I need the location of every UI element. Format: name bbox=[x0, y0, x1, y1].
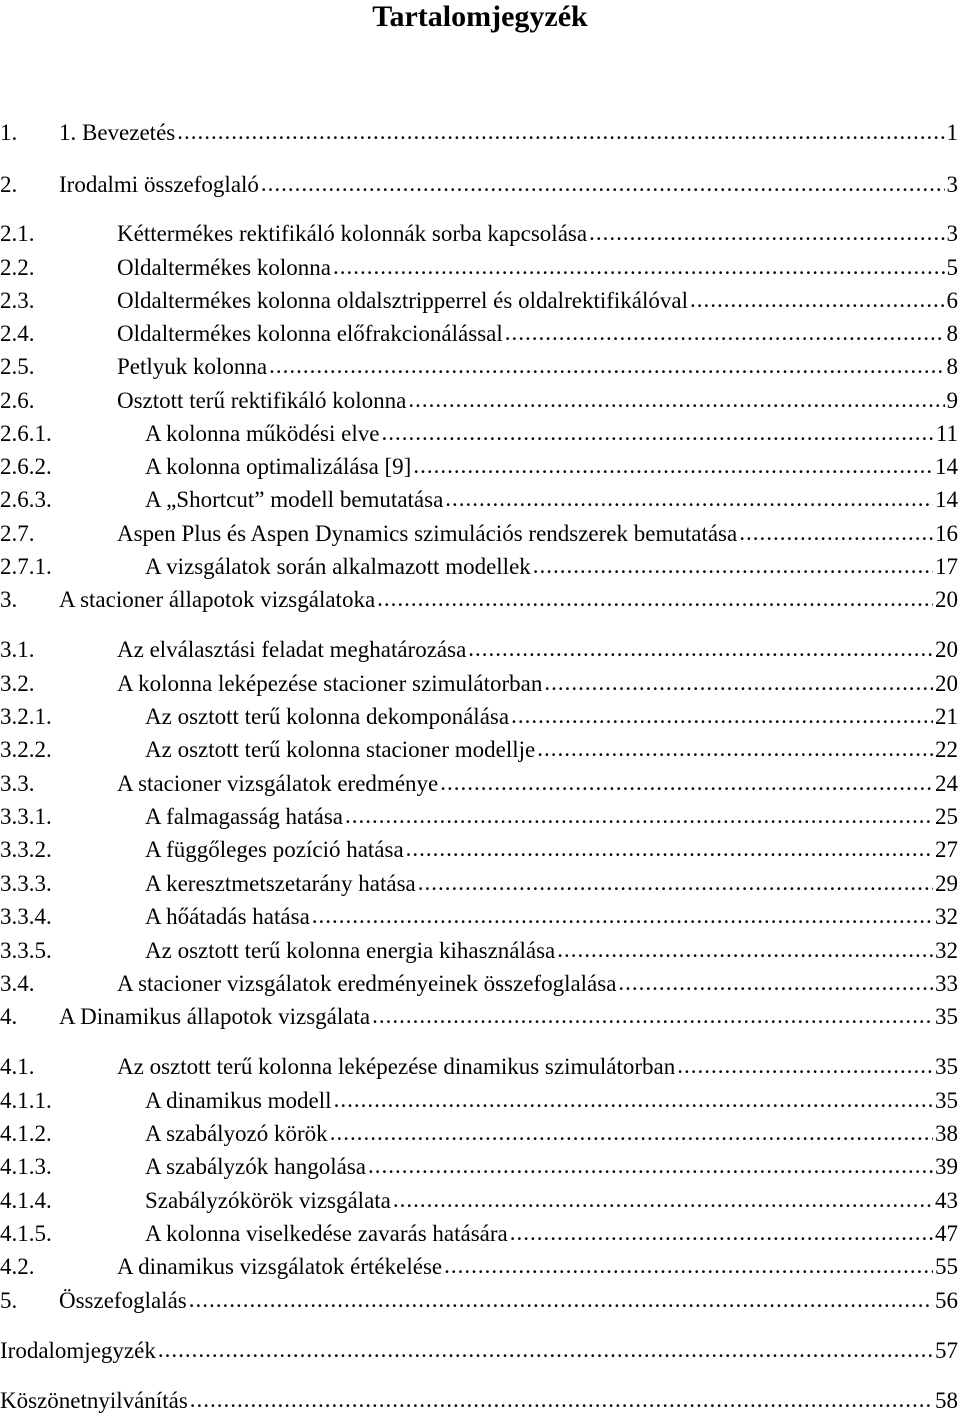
toc-entry[interactable] bbox=[0, 317, 960, 347]
toc-entry[interactable] bbox=[0, 116, 960, 146]
toc-entry[interactable] bbox=[0, 867, 960, 897]
toc-entry-number: 4.2. bbox=[0, 1254, 35, 1279]
toc-entry-number: 2.6. bbox=[0, 388, 35, 413]
toc-entry[interactable] bbox=[0, 483, 960, 513]
toc-dot-leader bbox=[190, 1387, 933, 1413]
toc-entry-page: 6 bbox=[946, 288, 958, 313]
toc-entry[interactable] bbox=[0, 1384, 960, 1414]
toc-dot-leader bbox=[261, 171, 945, 197]
toc-entry-title: A stacioner állapotok vizsgálatoka bbox=[59, 587, 376, 612]
toc-entry-page: 39 bbox=[935, 1154, 958, 1179]
toc-entry-page: 17 bbox=[935, 554, 958, 579]
toc-entry-title: A Dinamikus állapotok vizsgálata bbox=[59, 1004, 371, 1029]
toc-entry-title: Az osztott terű kolonna stacioner modellje bbox=[145, 737, 536, 762]
toc-entry-title: Szabályzókörök vizsgálata bbox=[145, 1188, 391, 1213]
toc-entry-page: 20 bbox=[935, 671, 958, 696]
toc-entry-page: 9 bbox=[946, 388, 958, 413]
toc-entry-page: 22 bbox=[935, 737, 958, 762]
toc-entry[interactable] bbox=[0, 1050, 960, 1080]
toc-entry-title: Oldaltermékes kolonna bbox=[117, 255, 331, 280]
toc-entry-title: Az osztott terű kolonna dekomponálása bbox=[145, 704, 510, 729]
toc-dot-leader bbox=[589, 220, 944, 246]
toc-entry-number: 3. bbox=[0, 587, 18, 612]
toc-entry[interactable] bbox=[0, 667, 960, 697]
toc-entry-title: A „Shortcut” modell bemutatása bbox=[145, 487, 444, 512]
toc-dot-leader bbox=[690, 287, 945, 313]
toc-entry-page: 3 bbox=[946, 172, 958, 197]
toc-entry[interactable] bbox=[0, 633, 960, 663]
toc-entry-title: Oldaltermékes kolonna előfrakcionálással bbox=[117, 321, 503, 346]
toc-entry-number: 3.3. bbox=[0, 771, 35, 796]
toc-entry-number: 2. bbox=[0, 172, 18, 197]
toc-entry-number: 3.3.4. bbox=[0, 904, 52, 929]
toc-entry-page: 58 bbox=[935, 1388, 958, 1413]
toc-entry-page: 11 bbox=[935, 421, 958, 446]
toc-entry-title: A kolonna leképezése stacioner szimulátorban bbox=[117, 671, 543, 696]
toc-entry-title: Aspen Plus és Aspen Dynamics szimulációs rendszerek bemutatása bbox=[117, 521, 738, 546]
toc-entry-page: 25 bbox=[935, 804, 958, 829]
toc-entry-number: 3.3.1. bbox=[0, 804, 52, 829]
toc-dot-leader bbox=[345, 803, 933, 829]
toc-entry-number: 2.1. bbox=[0, 221, 35, 246]
toc-dot-leader bbox=[372, 1003, 933, 1029]
toc-dot-leader bbox=[537, 736, 933, 762]
toc-entry[interactable] bbox=[0, 700, 960, 730]
toc-entry-page: 55 bbox=[935, 1254, 958, 1279]
toc-entry[interactable] bbox=[0, 384, 960, 414]
toc-dot-leader bbox=[533, 553, 933, 579]
toc-dot-leader bbox=[418, 870, 933, 896]
toc-entry-number: 1. bbox=[0, 120, 18, 145]
toc-entry-page: 27 bbox=[935, 837, 958, 862]
toc-entry-number: 4.1.2. bbox=[0, 1121, 52, 1146]
toc-entry-number: 2.6.3. bbox=[0, 487, 52, 512]
toc-entry-number: 3.2. bbox=[0, 671, 35, 696]
toc-entry-page: 38 bbox=[935, 1121, 958, 1146]
toc-dot-leader bbox=[393, 1187, 933, 1213]
toc-dot-leader bbox=[445, 486, 933, 512]
toc-entry-page: 14 bbox=[935, 487, 958, 512]
toc-entry-number: 4.1.1. bbox=[0, 1088, 52, 1113]
toc-entry[interactable] bbox=[0, 1250, 960, 1280]
toc-entry-title: Az osztott terű kolonna energia kihasználása bbox=[145, 938, 556, 963]
toc-dot-leader bbox=[381, 420, 933, 446]
toc-entry[interactable] bbox=[0, 517, 960, 547]
toc-entry-page: 33 bbox=[935, 971, 958, 996]
toc-entry-number: 2.4. bbox=[0, 321, 35, 346]
toc-entry-page: 47 bbox=[935, 1221, 958, 1246]
toc-entry-title: A dinamikus vizsgálatok értékelése bbox=[117, 1254, 443, 1279]
toc-dot-leader bbox=[312, 903, 933, 929]
toc-entry[interactable] bbox=[0, 733, 960, 763]
toc-dot-leader bbox=[177, 119, 944, 145]
toc-entry[interactable] bbox=[0, 1150, 960, 1180]
toc-dot-leader bbox=[505, 320, 945, 346]
toc-entry-page: 5 bbox=[946, 255, 958, 280]
toc-entry-page: 24 bbox=[935, 771, 958, 796]
toc-entry-title: A kolonna optimalizálása [9] bbox=[145, 454, 412, 479]
toc-entry-title: Osztott terű rektifikáló kolonna bbox=[117, 388, 407, 413]
toc-entry-title: A stacioner vizsgálatok eredménye bbox=[117, 771, 439, 796]
toc-entry[interactable] bbox=[0, 583, 960, 613]
toc-entry[interactable] bbox=[0, 1117, 960, 1147]
toc-entry-page: 1 bbox=[946, 120, 958, 145]
toc-dot-leader bbox=[333, 254, 945, 280]
toc-entry-number: 4.1.4. bbox=[0, 1188, 52, 1213]
toc-entry-title: 1. Bevezetés bbox=[59, 120, 176, 145]
toc-entry-title: A dinamikus modell bbox=[145, 1088, 332, 1113]
toc-entry[interactable] bbox=[0, 450, 960, 480]
toc-entry-page: 29 bbox=[935, 871, 958, 896]
toc-dot-leader bbox=[677, 1053, 933, 1079]
toc-entry-number: 4.1.3. bbox=[0, 1154, 52, 1179]
toc-entry-title: Irodalmi összefoglaló bbox=[59, 172, 259, 197]
toc-entry-title: Köszönetnyilvánítás bbox=[0, 1388, 188, 1413]
toc-entry-number: 2.7. bbox=[0, 521, 35, 546]
toc-entry-title: Az elválasztási feladat meghatározása bbox=[117, 637, 467, 662]
toc-dot-leader bbox=[511, 703, 933, 729]
toc-entry[interactable] bbox=[0, 1084, 960, 1114]
toc-entry[interactable] bbox=[0, 550, 960, 580]
toc-entry-title: A keresztmetszetarány hatása bbox=[145, 871, 416, 896]
toc-dot-leader bbox=[557, 937, 933, 963]
toc-entry-page: 20 bbox=[935, 587, 958, 612]
toc-entry[interactable] bbox=[0, 1334, 960, 1364]
toc-dot-leader bbox=[739, 520, 933, 546]
toc-entry-page: 32 bbox=[935, 904, 958, 929]
toc-entry-number: 3.2.2. bbox=[0, 737, 52, 762]
toc-entry-number: 3.2.1. bbox=[0, 704, 52, 729]
toc-entry-title: Petlyuk kolonna bbox=[117, 354, 268, 379]
toc-entry[interactable] bbox=[0, 417, 960, 447]
toc-entry-title: A függőleges pozíció hatása bbox=[145, 837, 404, 862]
toc-entry-page: 21 bbox=[935, 704, 958, 729]
toc-entry-page: 32 bbox=[935, 938, 958, 963]
toc-dot-leader bbox=[468, 636, 933, 662]
toc-entry[interactable] bbox=[0, 967, 960, 997]
toc-entry-title: Az osztott terű kolonna leképezése dinamikus szimulátorban bbox=[117, 1054, 676, 1079]
toc-entry[interactable] bbox=[0, 833, 960, 863]
toc-entry[interactable] bbox=[0, 168, 960, 198]
toc-entry-title: A szabályozó körök bbox=[145, 1121, 328, 1146]
toc-entry-number: 3.4. bbox=[0, 971, 35, 996]
toc-entry-number: 2.2. bbox=[0, 255, 35, 280]
toc-entry-title: A kolonna viselkedése zavarás hatására bbox=[145, 1221, 508, 1246]
toc-entry[interactable] bbox=[0, 1284, 960, 1314]
toc-entry-title: Összefoglalás bbox=[59, 1288, 187, 1313]
toc-entry-number: 4. bbox=[0, 1004, 18, 1029]
toc-entry-page: 16 bbox=[935, 521, 958, 546]
toc-entry-title: A kolonna működési elve bbox=[145, 421, 380, 446]
toc-entry-page: 43 bbox=[935, 1188, 958, 1213]
toc-entry[interactable] bbox=[0, 251, 960, 281]
toc-entry-title: A szabályzók hangolása bbox=[145, 1154, 366, 1179]
toc-entry[interactable] bbox=[0, 1184, 960, 1214]
toc-dot-leader bbox=[444, 1253, 933, 1279]
toc-dot-leader bbox=[334, 1087, 933, 1113]
toc-dot-leader bbox=[440, 770, 933, 796]
toc-entry[interactable] bbox=[0, 1000, 960, 1030]
toc-entry-number: 5. bbox=[0, 1288, 18, 1313]
toc-entry[interactable] bbox=[0, 350, 960, 380]
toc-entry-number: 3.3.5. bbox=[0, 938, 52, 963]
toc-entry-number: 2.6.2. bbox=[0, 454, 52, 479]
toc-dot-leader bbox=[618, 970, 933, 996]
toc-entry-number: 2.6.1. bbox=[0, 421, 52, 446]
toc-entry-title: A falmagasság hatása bbox=[145, 804, 343, 829]
toc-entry-page: 8 bbox=[946, 321, 958, 346]
toc-entry[interactable] bbox=[0, 767, 960, 797]
toc-entry[interactable] bbox=[0, 900, 960, 930]
toc-entry-page: 35 bbox=[935, 1088, 958, 1113]
toc-dot-leader bbox=[189, 1287, 933, 1313]
toc-entry-title: A hőátadás hatása bbox=[145, 904, 310, 929]
toc-entry-page: 35 bbox=[935, 1054, 958, 1079]
page-title: Tartalomjegyzék bbox=[372, 0, 588, 33]
toc-entry-title: A vizsgálatok során alkalmazott modellek bbox=[145, 554, 531, 579]
toc-entry-page: 56 bbox=[935, 1288, 958, 1313]
toc-entry-number: 3.1. bbox=[0, 637, 35, 662]
toc-dot-leader bbox=[269, 353, 944, 379]
toc-entry-number: 2.7.1. bbox=[0, 554, 52, 579]
toc-entry-page: 35 bbox=[935, 1004, 958, 1029]
toc-entry-page: 20 bbox=[935, 637, 958, 662]
toc-dot-leader bbox=[510, 1220, 933, 1246]
toc-dot-leader bbox=[368, 1153, 933, 1179]
toc-dot-leader bbox=[377, 586, 933, 612]
toc-entry-number: 3.3.2. bbox=[0, 837, 52, 862]
toc-entry-number: 4.1. bbox=[0, 1054, 35, 1079]
toc-entry[interactable] bbox=[0, 284, 960, 314]
toc-entry-number: 2.3. bbox=[0, 288, 35, 313]
toc-entry-page: 57 bbox=[935, 1338, 958, 1363]
toc-entry-number: 2.5. bbox=[0, 354, 35, 379]
toc-entry[interactable] bbox=[0, 1217, 960, 1247]
toc-entry-title: Kéttermékes rektifikáló kolonnák sorba kapcsolása bbox=[117, 221, 588, 246]
toc-dot-leader bbox=[544, 670, 933, 696]
toc-entry-title: Oldaltermékes kolonna oldalsztripperrel és oldalrektifikálóval bbox=[117, 288, 688, 313]
toc-entry-number: 3.3.3. bbox=[0, 871, 52, 896]
toc-entry-title: A stacioner vizsgálatok eredményeinek összefoglalása bbox=[117, 971, 617, 996]
toc-entry-page: 14 bbox=[935, 454, 958, 479]
toc-entry[interactable] bbox=[0, 217, 960, 247]
toc-dot-leader bbox=[406, 836, 933, 862]
toc-dot-leader bbox=[408, 387, 944, 413]
toc-entry-page: 8 bbox=[946, 354, 958, 379]
toc-entry[interactable] bbox=[0, 934, 960, 964]
toc-entry-page: 3 bbox=[946, 221, 958, 246]
toc-entry-number: 4.1.5. bbox=[0, 1221, 52, 1246]
toc-dot-leader bbox=[158, 1337, 933, 1363]
toc-dot-leader bbox=[413, 453, 933, 479]
toc-entry-title: Irodalomjegyzék bbox=[0, 1338, 156, 1363]
toc-entry[interactable] bbox=[0, 800, 960, 830]
toc-dot-leader bbox=[330, 1120, 933, 1146]
